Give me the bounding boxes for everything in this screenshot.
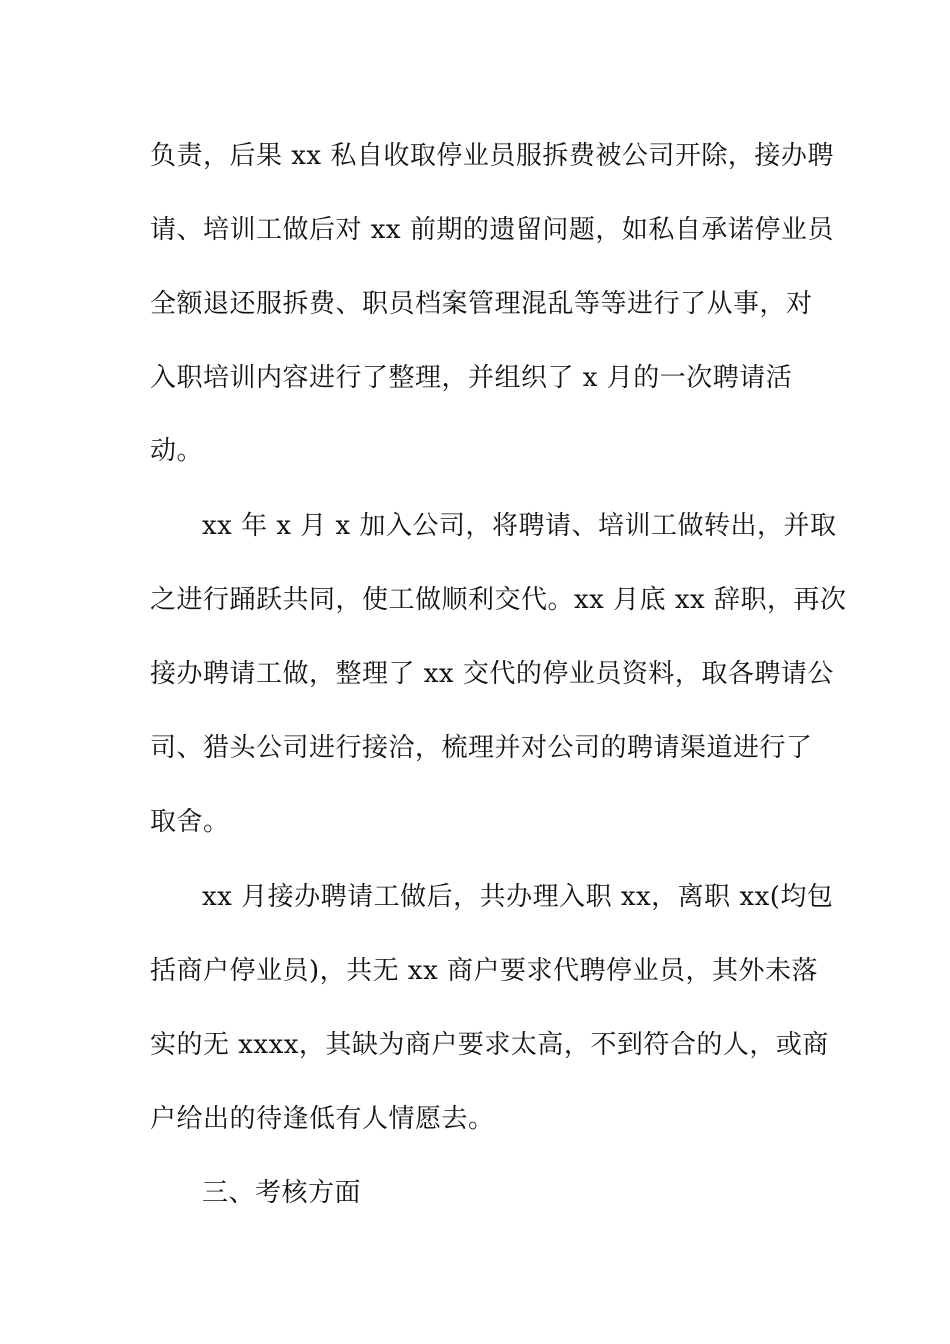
paragraph-first-line: xx 月接办聘请工做后，共办理入职 xx，离职 xx(均包 bbox=[202, 882, 834, 912]
section-heading: 三、考核方面 bbox=[202, 1178, 362, 1208]
paragraph-first-line: xx 年 x 月 x 加入公司，将聘请、培训工做转出，并取 bbox=[202, 511, 837, 541]
text-line: 动。 bbox=[150, 436, 204, 466]
text-line: 接办聘请工做，整理了 xx 交代的停业员资料，取各聘请公 bbox=[150, 659, 834, 689]
text-line: 实的无 xxxx，其缺为商户要求太高，不到符合的人，或商 bbox=[150, 1030, 829, 1060]
text-line: 户给出的待逢低有人情愿去。 bbox=[150, 1104, 495, 1134]
text-line: 全额退还服拆费、职员档案管理混乱等等进行了从事，对 bbox=[150, 289, 813, 319]
text-line: 取舍。 bbox=[150, 807, 230, 837]
text-line: 请、培训工做后对 xx 前期的遗留问题，如私自承诺停业员 bbox=[150, 215, 834, 245]
text-line: 之进行踊跃共同，使工做顺利交代。xx 月底 xx 辞职，再次 bbox=[150, 585, 847, 615]
text-line: 括商户停业员)，共无 xx 商户要求代聘停业员，其外未落 bbox=[150, 956, 818, 986]
text-line: 入职培训内容进行了整理，并组织了 x 月的一次聘请活 bbox=[150, 363, 793, 393]
text-line: 负责，后果 xx 私自收取停业员服拆费被公司开除，接办聘 bbox=[150, 141, 834, 171]
text-line: 司、猎头公司进行接洽，梳理并对公司的聘请渠道进行了 bbox=[150, 733, 813, 763]
